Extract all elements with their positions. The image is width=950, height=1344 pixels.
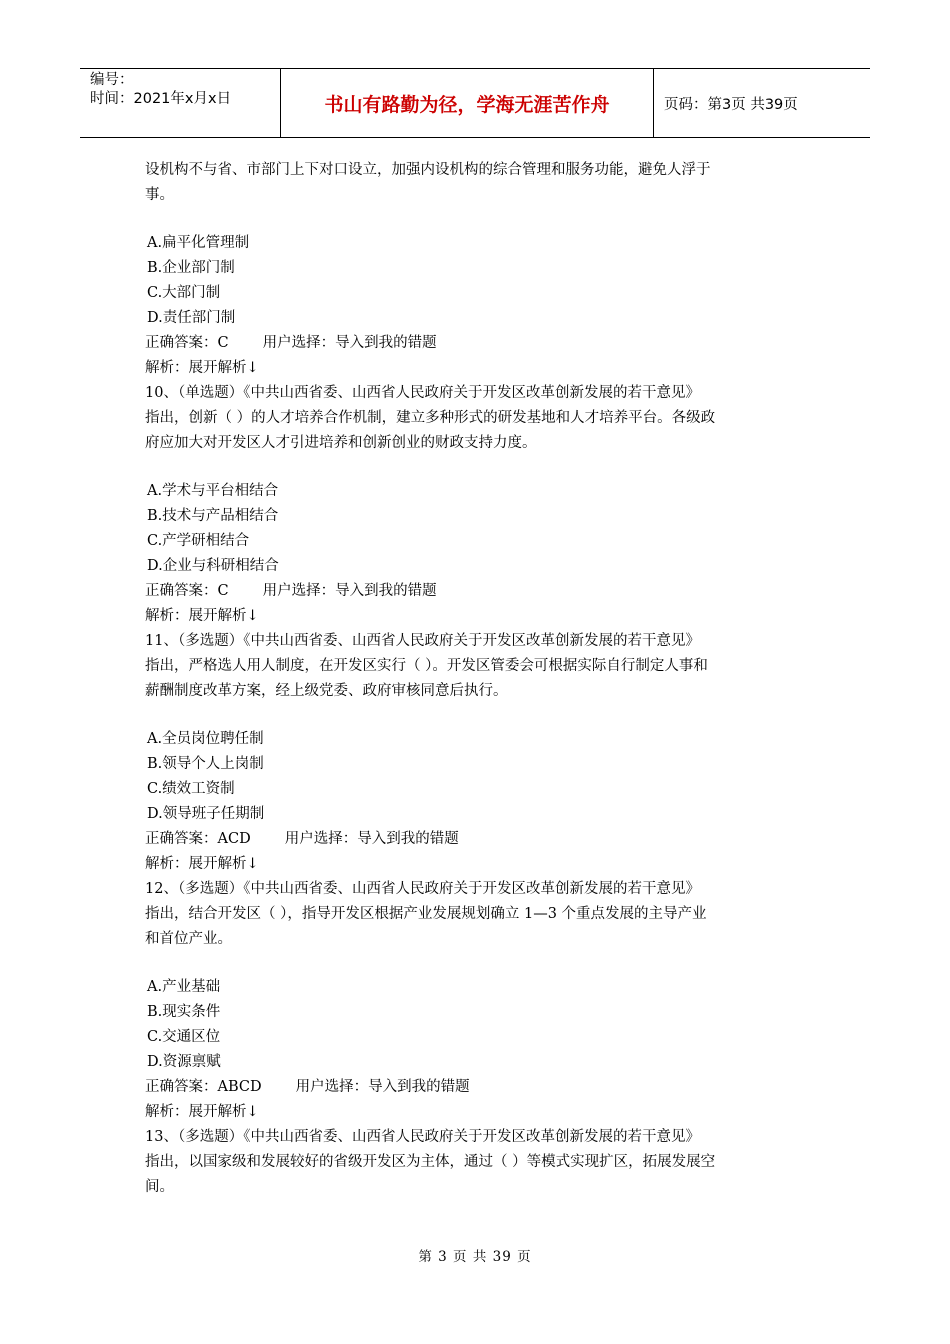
option-a: A.学术与平台相结合: [147, 483, 279, 499]
option-d: D.资源禀赋: [147, 1054, 221, 1070]
correct-answer: 正确答案：ABCD: [145, 1079, 262, 1095]
option-b: B.技术与产品相结合: [147, 508, 279, 524]
option-a: A.扁平化管理制: [147, 235, 250, 251]
expand-analysis[interactable]: 解析：展开解析↓: [145, 608, 259, 624]
page-header: [80, 68, 870, 138]
answer-line: [145, 827, 815, 852]
expand-analysis[interactable]: 解析：展开解析↓: [145, 1104, 259, 1120]
question-text: 指出，创新（ ）的人才培养合作机制，建立多种形式的研发基地和人才培养平台。各级政: [145, 410, 716, 426]
question-11: [145, 629, 815, 877]
time-label: 时间：2021年x月x日: [90, 91, 232, 107]
question-12: [145, 877, 815, 1125]
option-b: B.企业部门制: [147, 260, 235, 276]
page-footer: 第 3 页 共 39 页: [418, 1249, 532, 1265]
answer-line: [145, 331, 815, 356]
question-text: 府应加大对开发区人才引进培养和创新创业的财政支持力度。: [145, 435, 537, 451]
expand-analysis[interactable]: 解析：展开解析↓: [145, 856, 259, 872]
user-choice[interactable]: 用户选择：导入到我的错题: [284, 831, 459, 847]
correct-answer: 正确答案：C: [145, 335, 229, 351]
question-text: 11、（多选题）《中共山西省委、山西省人民政府关于开发区改革创新发展的若干意见》: [145, 633, 700, 649]
option-a: A.全员岗位聘任制: [147, 731, 264, 747]
question-text: 12、（多选题）《中共山西省委、山西省人民政府关于开发区改革创新发展的若干意见》: [145, 881, 700, 897]
answer-line: [145, 1075, 815, 1100]
expand-analysis[interactable]: 解析：展开解析↓: [145, 360, 259, 376]
question-text: 指出，严格选人用人制度，在开发区实行（ ）。开发区管委会可根据实际自行制定人事和: [145, 658, 708, 674]
option-a: A.产业基础: [147, 979, 221, 995]
question-text: 10、（单选题）《中共山西省委、山西省人民政府关于开发区改革创新发展的若干意见》: [145, 385, 700, 401]
answer-line: [145, 579, 815, 604]
question-10: [145, 381, 815, 629]
question-text: 13、（多选题）《中共山西省委、山西省人民政府关于开发区改革创新发展的若干意见》: [145, 1129, 700, 1145]
question-13: [145, 1125, 815, 1200]
option-d: D.领导班子任期制: [147, 806, 265, 822]
header-meta: [80, 69, 281, 137]
question-text: 和首位产业。: [145, 931, 232, 947]
intro-line: 事。: [145, 187, 174, 203]
header-page-info: 页码：第3页 共39页: [664, 96, 798, 113]
correct-answer: 正确答案：ACD: [145, 831, 251, 847]
option-c: C.交通区位: [147, 1029, 221, 1045]
option-d: D.责任部门制: [147, 310, 236, 326]
question-text: 间。: [145, 1179, 174, 1195]
question-9: [145, 231, 815, 381]
option-d: D.企业与科研相结合: [147, 558, 279, 574]
question-text: 指出，以国家级和发展较好的省级开发区为主体，通过（ ）等模式实现扩区，拓展发展空: [145, 1154, 716, 1170]
number-label: 编号：: [90, 72, 134, 88]
question-text: 薪酬制度改革方案，经上级党委、政府审核同意后执行。: [145, 683, 508, 699]
user-choice[interactable]: 用户选择：导入到我的错题: [295, 1079, 470, 1095]
option-c: C.绩效工资制: [147, 781, 235, 797]
option-c: C.产学研相结合: [147, 533, 250, 549]
option-b: B.现实条件: [147, 1004, 221, 1020]
option-c: C.大部门制: [147, 285, 221, 301]
question-text: 指出，结合开发区（ ），指导开发区根据产业发展规划确立 1—3 个重点发展的主导产业: [145, 906, 707, 922]
document-body: [145, 158, 815, 1200]
option-b: B.领导个人上岗制: [147, 756, 264, 772]
user-choice[interactable]: 用户选择：导入到我的错题: [262, 335, 437, 351]
user-choice[interactable]: 用户选择：导入到我的错题: [262, 583, 437, 599]
header-motto: 书山有路勤为径，学海无涯苦作舟: [281, 69, 654, 137]
intro-line: 设机构不与省、市部门上下对口设立，加强内设机构的综合管理和服务功能，避免人浮于: [145, 162, 711, 178]
correct-answer: 正确答案：C: [145, 583, 229, 599]
